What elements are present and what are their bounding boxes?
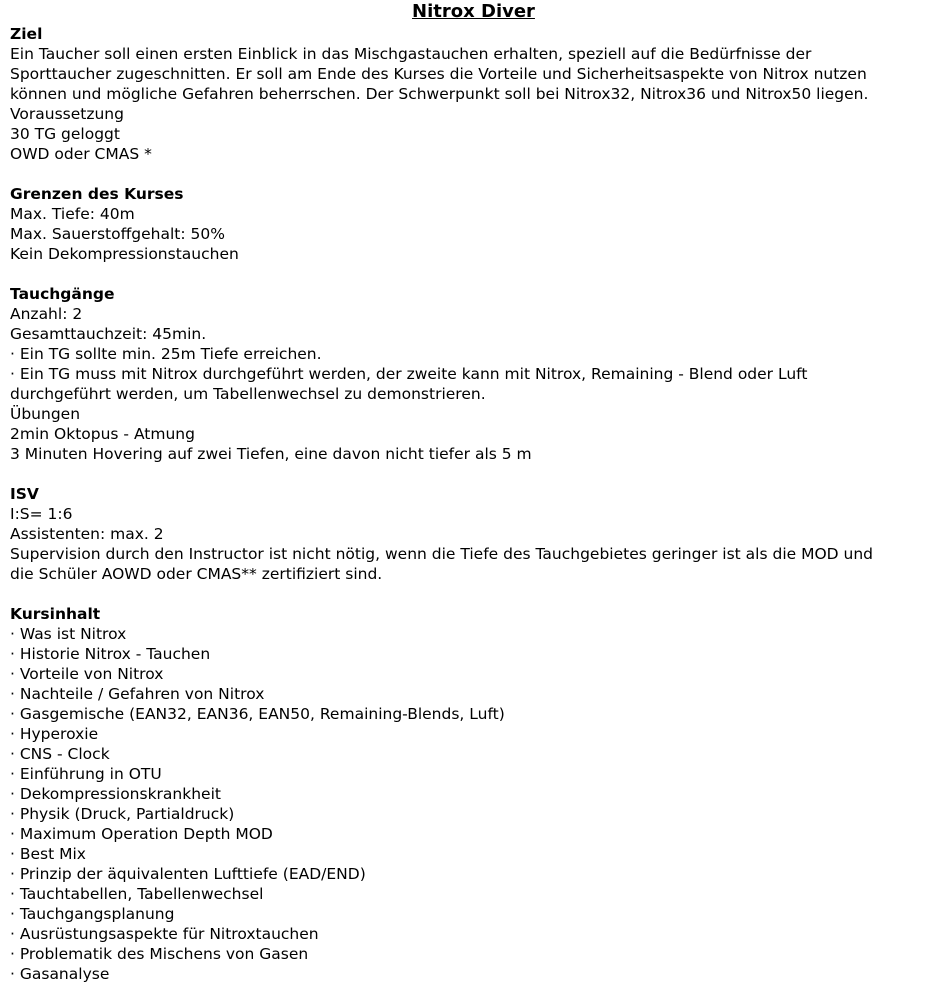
list-item: · Einführung in OTU <box>10 765 162 783</box>
list-item: · Historie Nitrox - Tauchen <box>10 645 211 663</box>
list-item: · Vorteile von Nitrox <box>10 665 164 683</box>
section-heading-kursinhalt: Kursinhalt <box>10 605 101 623</box>
tauchgaenge-line: durchgeführt werden, um Tabellenwechsel zu demonstrieren. <box>10 385 486 403</box>
uebungen-label: Übungen <box>10 405 81 423</box>
section-heading-tauchgaenge: Tauchgänge <box>10 285 115 303</box>
tauchgaenge-line: Gesamttauchzeit: 45min. <box>10 325 207 343</box>
grenzen-line: Max. Tiefe: 40m <box>10 205 135 223</box>
list-item: · Best Mix <box>10 845 86 863</box>
ziel-line: können und mögliche Gefahren beherrschen. Der Schwerpunkt soll bei Nitrox32, Nitrox36 und Nitrox50 liegen. <box>10 85 869 103</box>
tauchgaenge-line: 2min Oktopus - Atmung <box>10 425 195 443</box>
list-item: · Gasgemische (EAN32, EAN36, EAN50, Remaining-Blends, Luft) <box>10 705 505 723</box>
list-item: · Was ist Nitrox <box>10 625 127 643</box>
list-item: · Nachteile / Gefahren von Nitrox <box>10 685 265 703</box>
spacer <box>10 584 947 604</box>
list-item: · CNS - Clock <box>10 745 110 763</box>
page-title: Nitrox Diver <box>412 1 535 22</box>
list-item: · Tauchtabellen, Tabellenwechsel <box>10 885 264 903</box>
spacer <box>10 164 947 184</box>
list-item: · Physik (Druck, Partialdruck) <box>10 805 235 823</box>
isv-line: Assistenten: max. 2 <box>10 525 164 543</box>
grenzen-line: Max. Sauerstoffgehalt: 50% <box>10 225 225 243</box>
list-item: · Maximum Operation Depth MOD <box>10 825 273 843</box>
tauchgaenge-line: · Ein TG muss mit Nitrox durchgeführt werden, der zweite kann mit Nitrox, Remaining - Blend oder Luft <box>10 365 808 383</box>
spacer <box>10 464 947 484</box>
ziel-line: OWD oder CMAS * <box>10 145 152 163</box>
isv-line: die Schüler AOWD oder CMAS** zertifiziert sind. <box>10 565 383 583</box>
list-item: · Tauchgangsplanung <box>10 905 175 923</box>
list-item: · Dekompressionskrankheit <box>10 785 221 803</box>
list-item: · Gasanalyse <box>10 965 110 983</box>
grenzen-line: Kein Dekompressionstauchen <box>10 245 239 263</box>
spacer <box>10 264 947 284</box>
isv-line: I:S= 1:6 <box>10 505 73 523</box>
tauchgaenge-line: Anzahl: 2 <box>10 305 83 323</box>
list-item: · Ausrüstungsaspekte für Nitroxtauchen <box>10 925 319 943</box>
list-item: · Problematik des Mischens von Gasen <box>10 945 309 963</box>
voraussetzung-label: Voraussetzung <box>10 105 124 123</box>
section-heading-grenzen: Grenzen des Kurses <box>10 185 184 203</box>
isv-line: Supervision durch den Instructor ist nicht nötig, wenn die Tiefe des Tauchgebietes geringer ist als die MOD und <box>10 545 874 563</box>
list-item: · Prinzip der äquivalenten Lufttiefe (EAD/END) <box>10 865 366 883</box>
ziel-line: 30 TG geloggt <box>10 125 120 143</box>
section-heading-isv: ISV <box>10 485 39 503</box>
ziel-line: Ein Taucher soll einen ersten Einblick in das Mischgastauchen erhalten, speziell auf die Bedürfnisse der <box>10 45 812 63</box>
tauchgaenge-line: 3 Minuten Hovering auf zwei Tiefen, eine davon nicht tiefer als 5 m <box>10 445 532 463</box>
tauchgaenge-line: · Ein TG sollte min. 25m Tiefe erreichen. <box>10 345 322 363</box>
list-item: · Hyperoxie <box>10 725 99 743</box>
section-heading-ziel: Ziel <box>10 25 43 43</box>
ziel-line: Sporttaucher zugeschnitten. Er soll am Ende des Kurses die Vorteile und Sicherheitsaspekte von Nitrox nutzen <box>10 65 867 83</box>
